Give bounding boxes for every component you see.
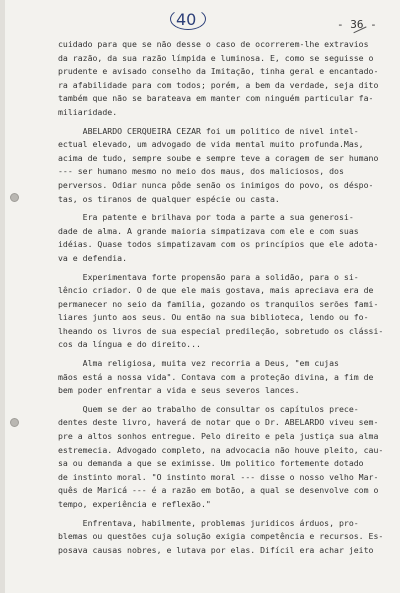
text-line: quês de Maricá --- é a razão em botão, a qual se desenvolve com o [58,485,379,496]
punch-hole-bottom [10,418,19,427]
text-line: cuidado para que se não desse o caso de ocorrerem-lhe extravios [58,39,369,49]
text-line: tempo, experiência e reflexão." [58,499,211,509]
text-line: Era patente e brilhava por toda a parte a sua generosi- [58,212,354,223]
text-line: dentes deste livro, haverá de notar que o Dr. ABELARDO viveu sem- [58,417,379,428]
text-line: cos da língua e do direito... [58,339,201,350]
punch-hole-top [10,193,19,202]
text-line: mãos está a nossa vida". Contava com a proteção divina, a fim de [58,371,374,382]
page-number: - 36 - [337,18,377,31]
text-line: dade de alma. A grande maioria simpatizava com ele e com suas [58,225,359,236]
text-line: lheando os livros de sua especial predileção, sobretudo os clássi- [58,325,384,336]
text-line: va e defendia. [58,252,128,263]
text-line: miliaridade. [58,106,118,117]
text-line: bem poder enfrentar a vida e seus severos lances. [58,385,300,396]
text-line: Quem se der ao trabalho de consultar os capítulos prece- [58,403,359,414]
text-line: da razão, da sua razão límpida e luminosa. E, como se seguisse o [58,52,374,63]
text-line: ABELARDO CERQUEIRA CEZAR foi um politico de nivel intel- [58,125,359,136]
text-line: prudente e avisado conselho da Imitação, tinha geral e encantado- [58,66,379,77]
text-line: Enfrentava, habilmente, problemas juridicos árduos, pro- [58,517,359,528]
page-edge [0,0,5,593]
text-line: liares junto aos seus. Ou então na sua biblioteca, lendo ou fo- [58,312,369,323]
text-line: posava causas nobres, e lutava por elas. Difícil era achar jeito [58,544,374,555]
text-line: --- ser humano mesmo no meio dos maus, dos maliciosos, dos [58,166,344,177]
text-line: Alma religiosa, muita vez recorria a Deus, "em cujas [58,358,339,369]
text-line: permanecer no seio da familia, gozando os tranquilos serões fami- [58,298,379,309]
text-line: lêncio criador. O de que ele mais gostava, mais apreciava era de [58,285,374,296]
text-line: sa ou demanda a que se eximisse. Um politico fortemente dotado [58,458,364,469]
text-line: de instinto moral. "O instinto moral --- disse o nosso velho Mar- [58,471,379,482]
handwritten-folio-number: 40 [176,10,197,29]
text-line: acima de tudo, sempre soube e sempre teve a coragem de ser humano [58,152,379,163]
text-line: ra afabilidade para com todos; porém, a bem da verdade, seja dito [58,79,379,90]
text-line: tas, os tiranos de qualquer espécie ou casta. [58,193,280,204]
text-line: blemas ou questões cuja solução exigia competência e recursos. Es- [58,531,384,542]
typed-body-text [58,38,392,557]
text-line: ectual elevado, um advogado de vida mental muito profunda.Mas, [58,139,364,150]
text-line: estremecia. Advogado completo, na advocacia não houve pleito, cau- [58,444,384,455]
text-line: também que não se barateava em manter com ninguém particular fa- [58,93,374,104]
text-line: idéias. Quase todos simpatizavam com os princípios que ele adota- [58,239,379,250]
text-line: Experimentava forte propensão para a solidão, para o si- [58,271,359,282]
text-line: pre a altos sonhos entregue. Pelo direito e pela justiça sua alma [58,431,379,442]
text-line: perversos. Odiar nunca pôde senão os inimigos do povo, os déspo- [58,179,374,190]
